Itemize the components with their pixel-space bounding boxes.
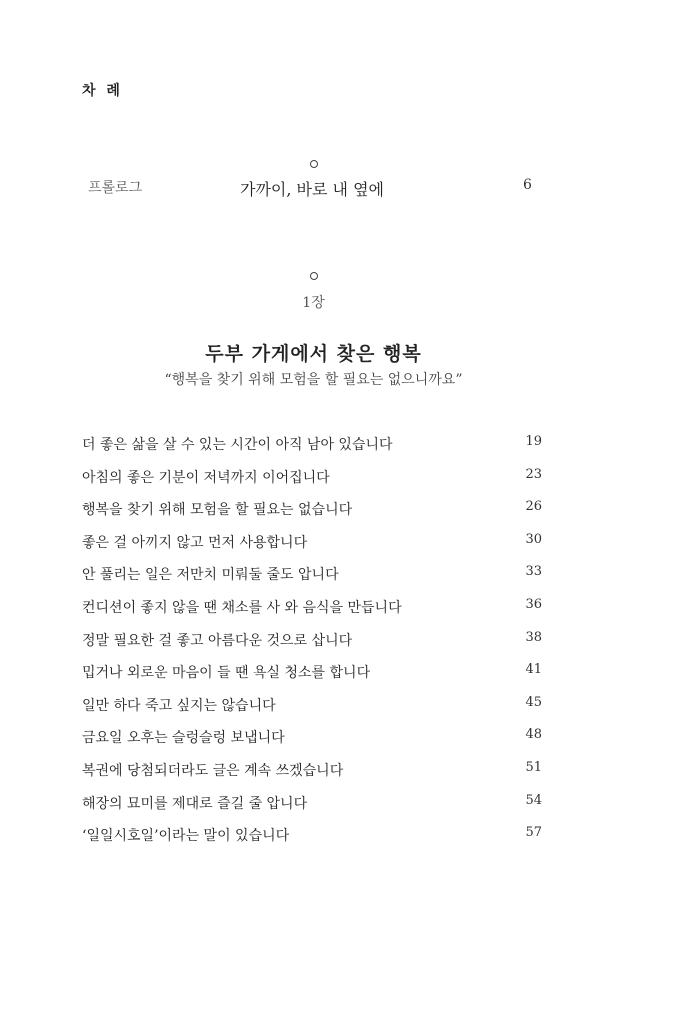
toc-entry[interactable] [82, 628, 542, 661]
toc-entry-title: 안 풀리는 일은 저만치 미뤄둘 줄도 압니다 [82, 567, 339, 584]
toc-entry-title: 좋은 걸 아끼지 않고 먼저 사용합니다 [82, 534, 308, 551]
toc-entry[interactable] [82, 758, 542, 791]
prologue-title: 가까이, 바로 내 옆에 [240, 180, 384, 199]
toc-entry[interactable] [82, 725, 542, 758]
toc-entry-title: 밉거나 외로운 마음이 들 땐 욕실 청소를 합니다 [82, 665, 371, 682]
toc-entry[interactable] [82, 595, 542, 628]
toc-entry-page: 48 [525, 727, 542, 743]
prologue-circle-ornament [310, 160, 318, 168]
toc-entry-title: ‘일일시호일’이라는 말이 있습니다 [82, 828, 290, 845]
toc-entry-page: 30 [525, 531, 542, 547]
chapter-label: 1장 [302, 295, 325, 311]
toc-entry-title: 더 좋은 삶을 살 수 있는 시간이 아직 남아 있습니다 [82, 437, 393, 453]
prologue-page-number: 6 [523, 177, 532, 193]
toc-entry[interactable] [82, 497, 542, 530]
toc-entry[interactable] [82, 562, 542, 595]
toc-entry-page: 23 [525, 466, 542, 482]
toc-entry-page: 54 [525, 792, 542, 808]
chapter-subtitle: “행복을 찾기 위해 모험을 할 필요는 없으니까요” [164, 372, 463, 388]
toc-entry[interactable] [82, 432, 542, 465]
toc-entry-page: 36 [525, 596, 542, 612]
toc-entry-page: 19 [525, 434, 542, 449]
toc-entry-page: 51 [525, 759, 542, 775]
prologue-label: 프롤로그 [88, 180, 143, 196]
toc-entry[interactable] [82, 465, 542, 498]
toc-entry[interactable] [82, 791, 542, 824]
toc-entry-title: 행복을 찾기 위해 모험을 할 필요는 없습니다 [82, 502, 353, 519]
toc-entry-page: 33 [525, 564, 542, 580]
toc-entry[interactable] [82, 530, 542, 563]
toc-heading: 차 례 [82, 83, 123, 99]
toc-entry-title: 아침의 좋은 기분이 저녁까지 이어집니다 [82, 469, 330, 486]
toc-entry-list [82, 432, 542, 856]
toc-entry[interactable] [82, 693, 542, 726]
chapter-circle-ornament [310, 272, 318, 280]
toc-entry-title: 복권에 당첨되더라도 글은 계속 쓰겠습니다 [82, 762, 344, 779]
toc-entry-page: 45 [525, 694, 542, 710]
toc-entry-page: 57 [525, 825, 542, 841]
toc-entry-title: 해장의 묘미를 제대로 즐길 줄 압니다 [82, 795, 308, 812]
toc-entry-title: 금요일 오후는 슬렁슬렁 보냅니다 [82, 730, 285, 747]
toc-entry-title: 정말 필요한 걸 좋고 아름다운 것으로 삽니다 [82, 632, 353, 649]
toc-entry-page: 38 [525, 629, 542, 645]
toc-entry[interactable] [82, 660, 542, 693]
toc-entry-title: 컨디션이 좋지 않을 땐 채소를 사 와 음식을 만듭니다 [82, 599, 402, 616]
toc-entry[interactable] [82, 823, 542, 856]
toc-entry-title: 일만 하다 죽고 싶지는 않습니다 [82, 697, 276, 714]
chapter-title: 두부 가게에서 찾은 행복 [205, 343, 422, 365]
toc-entry-page: 26 [525, 499, 542, 515]
toc-entry-page: 41 [525, 662, 542, 678]
